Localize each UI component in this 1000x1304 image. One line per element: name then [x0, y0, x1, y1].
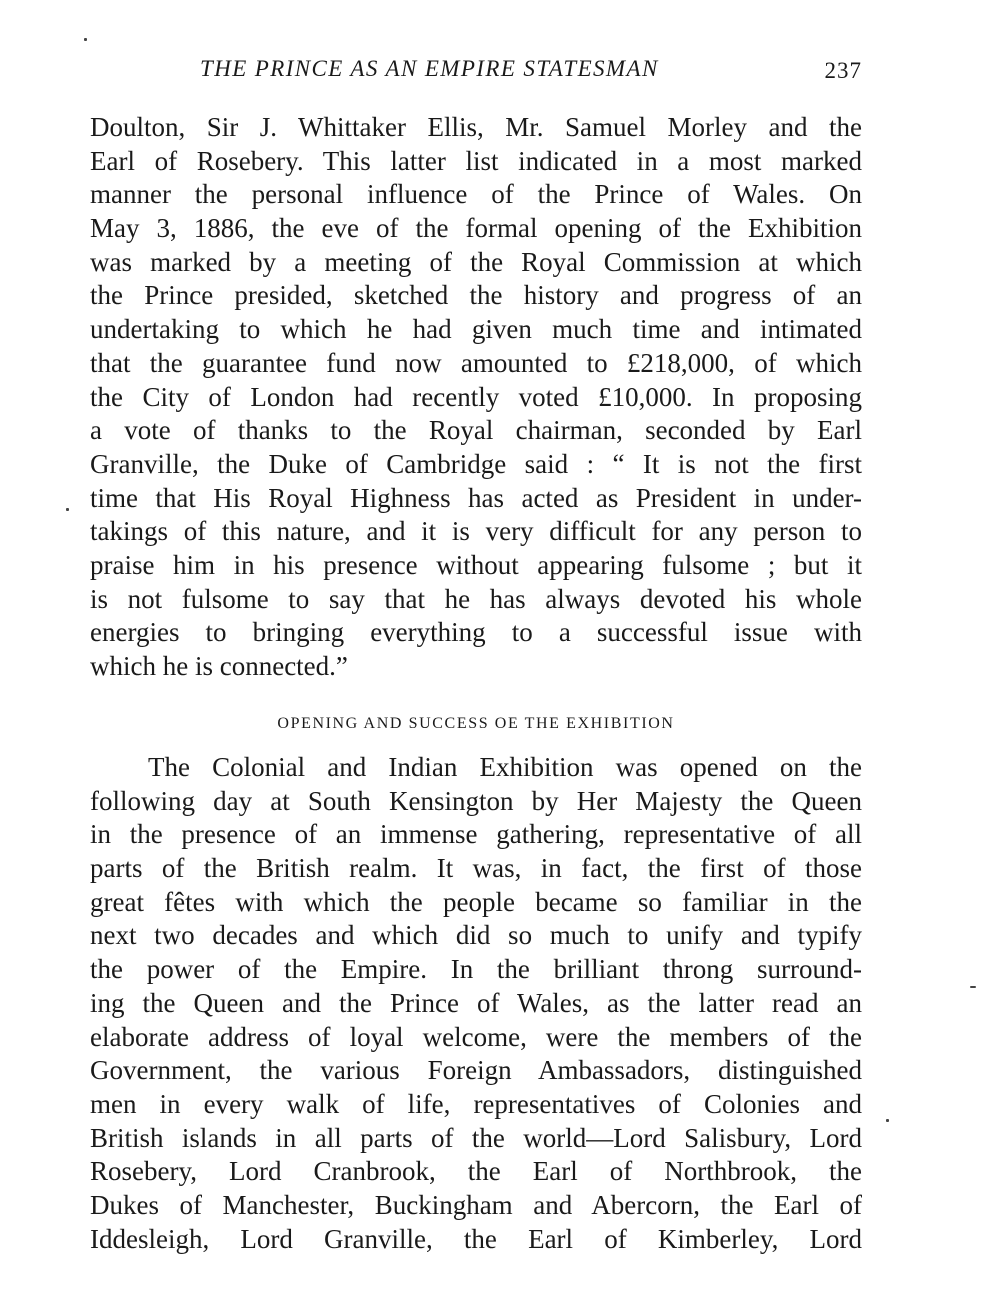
text-line: The Colonial and Indian Exhibition was opened on the	[148, 752, 862, 782]
text-line: was marked by a meeting of the Royal Commission at which	[90, 246, 862, 277]
text-line: elaborate address of loyal welcome, were the members of the	[90, 1021, 862, 1052]
text-line: Iddesleigh, Lord Granville, the Earl of Kimberley, Lord	[90, 1223, 862, 1254]
text-line: in the presence of an immense gathering, representative of all	[90, 819, 862, 850]
text-line: Earl of Rosebery. This latter list indicated in a most marked	[90, 145, 862, 176]
text-line: Rosebery, Lord Cranbrook, the Earl of Northbrook, the	[90, 1156, 862, 1187]
section-heading: OPENING AND SUCCESS OE THE EXHIBITION	[277, 715, 675, 732]
text-line: following day at South Kensington by Her Majesty the Queen	[90, 785, 862, 816]
text-line: takings of this nature, and it is very difficult for any person to	[90, 516, 862, 547]
text-line: men in every walk of life, representatives of Colonies and	[90, 1088, 862, 1119]
scan-speck	[66, 508, 69, 511]
text-line: that the guarantee fund now amounted to £218,000, of which	[90, 347, 862, 378]
text-line: Doulton, Sir J. Whittaker Ellis, Mr. Samuel Morley and the	[90, 112, 862, 142]
text-line: time that His Royal Highness has acted as President in under-	[90, 482, 862, 513]
running-head	[90, 56, 862, 90]
text-line: is not fulsome to say that he has always devoted his whole	[90, 583, 862, 614]
text-line: parts of the British realm. It was, in fact, the first of those	[90, 853, 862, 884]
page-number: 237	[824, 58, 862, 83]
text-line: Granville, the Duke of Cambridge said : “ It is not the first	[90, 448, 862, 479]
scan-speck	[970, 986, 976, 988]
scan-speck	[886, 1119, 889, 1122]
text-line: a vote of thanks to the Royal chairman, seconded by Earl	[90, 415, 862, 446]
paragraph-1	[90, 111, 862, 684]
text-line: next two decades and which did so much to unify and typify	[90, 920, 862, 951]
running-title: THE PRINCE AS AN EMPIRE STATESMAN	[200, 56, 659, 81]
text-line: manner the personal influence of the Prince of Wales. On	[90, 179, 862, 210]
text-line: praise him in his presence without appearing fulsome ; but it	[90, 549, 862, 580]
text-line: which he is connected.”	[90, 651, 348, 681]
text-line: May 3, 1886, the eve of the formal opening of the Exhibition	[90, 213, 862, 244]
text-line: the Prince presided, sketched the history and progress of an	[90, 280, 862, 311]
text-line: the City of London had recently voted £10,000. In proposing	[90, 381, 862, 412]
scan-speck	[84, 38, 87, 41]
text-line: Dukes of Manchester, Buckingham and Abercorn, the Earl of	[90, 1189, 862, 1220]
text-line: British islands in all parts of the world—Lord Salisbury, Lord	[90, 1122, 862, 1153]
text-line: ing the Queen and the Prince of Wales, as the latter read an	[90, 987, 862, 1018]
text-line: energies to bringing everything to a successful issue with	[90, 617, 862, 648]
paragraph-2	[90, 751, 862, 1256]
text-line: Government, the various Foreign Ambassadors, distinguished	[90, 1055, 862, 1086]
text-line: the power of the Empire. In the brilliant throng surround-	[90, 954, 862, 985]
text-line: great fêtes with which the people became so familiar in the	[90, 886, 862, 917]
text-line: undertaking to which he had given much time and intimated	[90, 314, 862, 345]
